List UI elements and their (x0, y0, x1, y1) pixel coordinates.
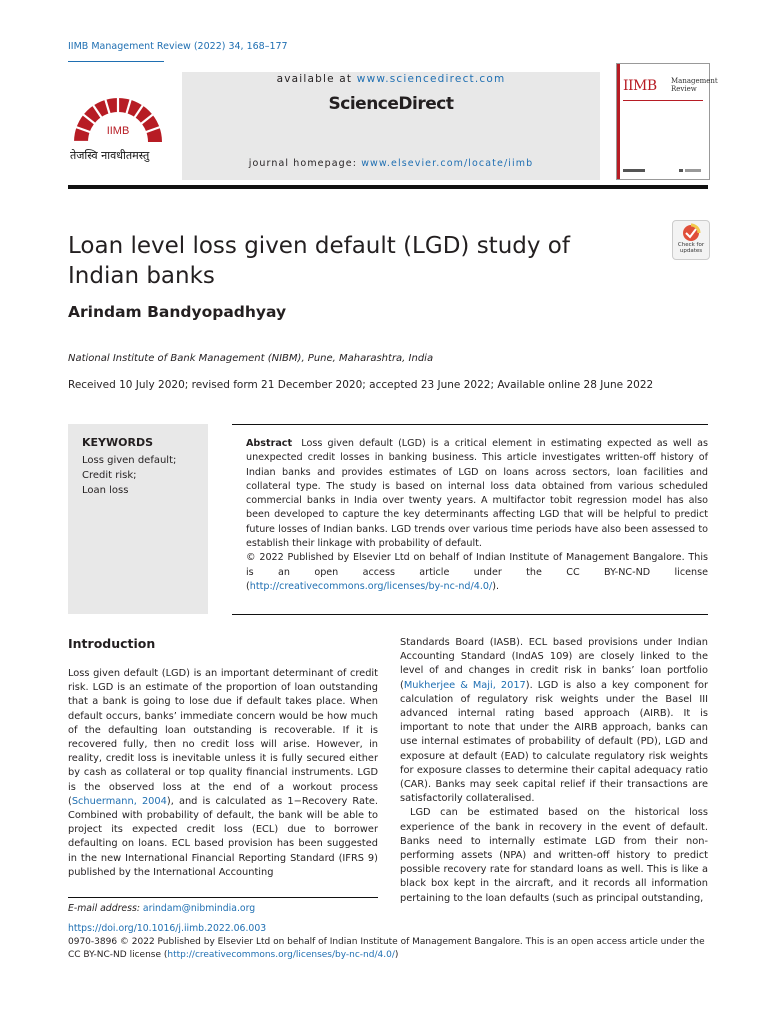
keyword-item: Loan loss (82, 485, 129, 496)
check-for-updates-badge[interactable] (672, 220, 710, 260)
intro-paragraph-1 (68, 667, 378, 880)
journal-homepage (182, 158, 600, 169)
keywords-box (68, 424, 208, 614)
badge-line2: updates (679, 248, 703, 254)
email-label: E-mail address: (68, 903, 143, 914)
intro-p1-part-a: Loss given default (LGD) is an important determinant of credit risk. LGD is an estimate of the proportion of loan outstanding that a bank is going to lose due if default takes place. When default occurs, banks’ immediate concern would be how much of the defaulting loan outstanding is recoverable. If it is recovered fully, then no credit loss will arise. However, in reality, credit loss is inevitable unless it is fully secured either by cash as collateral or top quality financial instruments. LGD is the observed loss at the end of a workout process ( (68, 668, 378, 807)
homepage-prefix: journal homepage: (248, 158, 362, 169)
abstract-bottom-rule (232, 614, 708, 615)
footer-license-link[interactable]: http://creativecommons.org/licenses/by-nc-nd/4.0/ (167, 950, 395, 960)
header-divider (68, 185, 708, 189)
citation-link-mukherjee[interactable]: Mukherjee & Maji, 2017 (403, 679, 526, 691)
cover-accent-bar (617, 64, 620, 179)
intro-p1-part-b: ), and is calculated as 1−Recovery Rate. Combined with probability of default, the bank will be able to project its expected credit loss (ECL) due to borrower defaulting on loans. ECL based provision has been suggested in the new International Financial Reporting Standard (IFRS 9) published by the International Accounting (68, 795, 378, 878)
intro-p2-part-b: ). LGD is also a key component for calculation of regulatory risk weights under the Basel III advanced internal rating based approach (AIRB). It is important to note that under the AIRB approach, banks can use internal estimates of probability of default (PD), LGD and exposure at default (EAD) to calculate regulatory risk weights for exposure classes to determine their capital adequacy ratio (CAR). Banks may seek capital relief if their transactions are satisfactorily collateralised. (400, 679, 708, 805)
cover-divider (623, 100, 703, 101)
introduction-heading: Introduction (68, 636, 156, 651)
body-right-column (400, 636, 708, 906)
logo-text: IIMB (106, 125, 130, 137)
check-updates-icon (673, 221, 709, 243)
journal-header-banner (182, 72, 600, 180)
intro-paragraph-3: LGD can be estimated based on the historical loss experience of the bank in recovery in the event of default. Banks need to internally estimate LGD from their non-performing assets (NPA) and written-off history to predict possible recovery rate for standard loans as well. This is like a black box kept in the aircraft, and it records all information pertaining to the loan defaults (such as principal outstanding, (400, 807, 708, 904)
sciencedirect-link[interactable]: www.sciencedirect.com (356, 73, 506, 85)
journal-cover-thumbnail[interactable] (616, 63, 718, 180)
available-at (182, 72, 600, 85)
journal-reference-link[interactable]: IIMB Management Review (2022) 34, 168–177 (68, 41, 288, 52)
cover-subtitle-line1: Management (671, 77, 718, 85)
doi-link[interactable]: https://doi.org/10.1016/j.iimb.2022.06.003 (68, 923, 267, 934)
copyright-end: ) (394, 950, 399, 960)
cover-title: IIMB (623, 78, 657, 94)
abstract-top-rule (232, 424, 708, 425)
intro-paragraph-2 (400, 636, 708, 806)
citation-link-schuermann[interactable]: Schuermann, 2004 (71, 795, 167, 807)
abstract-label: Abstract (246, 438, 293, 449)
author-name: Arindam Bandyopadhyay (68, 303, 287, 321)
cover-footer-marks (623, 169, 703, 173)
author-affiliation: National Institute of Bank Management (NIBM), Pune, Maharashtra, India (68, 353, 434, 364)
abstract (246, 437, 708, 594)
keyword-item: Credit risk; (82, 470, 137, 481)
badge-line1: Check for (677, 242, 705, 248)
author-email-link[interactable]: arindam@nibmindia.org (142, 903, 256, 914)
abstract-license-link[interactable]: http://creativecommons.org/licenses/by-nc-nd/4.0/ (249, 580, 493, 592)
cover-subtitle-line2: Review (671, 85, 697, 93)
article-dates: Received 10 July 2020; revised form 21 December 2020; accepted 23 June 2022; Available online 28 June 2022 (68, 379, 654, 391)
copyright-notice (68, 936, 713, 962)
available-at-prefix: available at (276, 73, 357, 85)
footnote-email (68, 903, 255, 914)
footnote-rule (68, 897, 378, 898)
body-left-column (68, 636, 378, 880)
keywords-list (82, 453, 176, 498)
abstract-copyright-end: ). (492, 580, 500, 592)
keywords-heading: KEYWORDS (82, 436, 154, 449)
abstract-text: Loss given default (LGD) is a critical element in estimating expected as well as unexpected credit losses in banking business. This article investigates written-off history of Indian banks and provides estimates of LGD on loans across sectors, loan facilities and collateral type. The study is based on internal loss data obtained from various scheduled commercial banks in India over twenty years. A multifactor tobit regression model has also been developed to capture the key determinants affecting LGD that will be helpful to predict future losses of Indian banks. LGD trends over various time periods have also been assessed to establish their linkage with probability of default. (246, 438, 709, 550)
reference-underline (68, 61, 164, 62)
keyword-item: Loss given default; (82, 455, 177, 466)
article-title: Loan level loss given default (LGD) study of Indian banks (68, 233, 570, 290)
abstract-copyright: © 2022 Published by Elsevier Ltd on behalf of Indian Institute of Management Bangalore. This is an open access article under the CC BY-NC-ND license ( (246, 552, 708, 592)
intro-p2-part-a: Standards Board (IASB). ECL based provisions under Indian Accounting Standard (IndAS 109) are closely linked to the level of and changes in credit risk in banks’ loan portfolio ( (400, 637, 708, 691)
journal-homepage-link[interactable]: www.elsevier.com/locate/iimb (361, 158, 534, 169)
logo-motto: तेजस्वि नावधीतमस्तु (70, 149, 150, 162)
sciencedirect-brand: ScienceDirect (328, 94, 454, 114)
badge-label (673, 242, 709, 254)
cover-subtitle (671, 77, 718, 93)
copyright-text: 0970-3896 © 2022 Published by Elsevier Ltd on behalf of Indian Institute of Management Bangalore. This is an open access article under the CC BY-NC-ND license ( (68, 937, 705, 960)
